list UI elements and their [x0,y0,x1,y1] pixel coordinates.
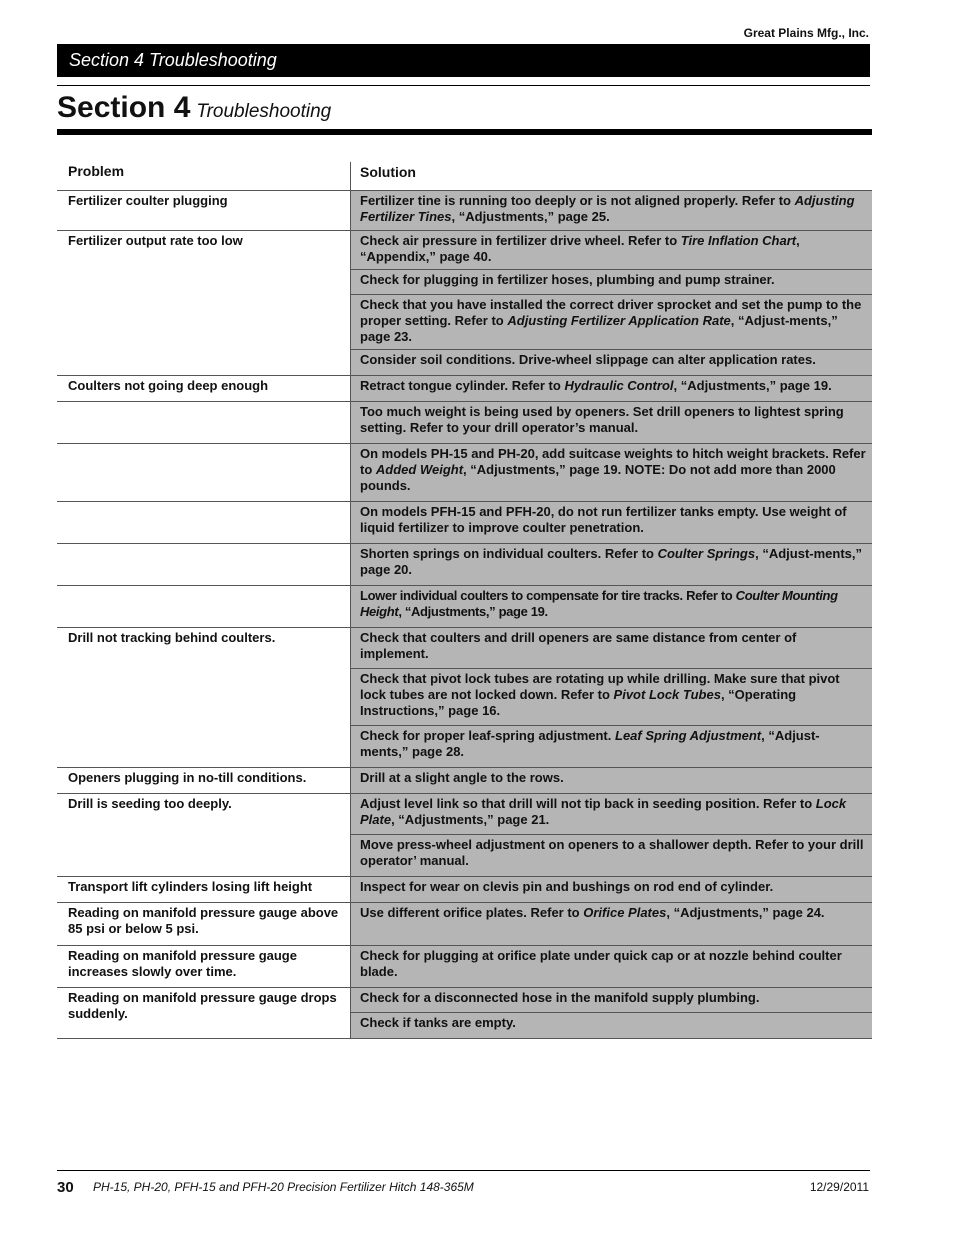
solution-column-header: Solution [360,164,416,180]
solution-text: Inspect for wear on clevis pin and bushings on rod end of cylinder. [360,879,774,894]
solution-text: On models PFH-15 and PFH-20, do not run fertilizer tanks empty. Use weight of liquid fertilizer to improve coulter penetration. [360,504,847,535]
solutions-column [351,231,872,375]
page-title [57,91,331,125]
solution-reference: Coulter Springs [657,546,756,561]
solution-text: Check for plugging in fertilizer hoses, plumbing and pump strainer. [360,272,775,287]
table-row [57,544,872,586]
solutions-column [351,502,872,543]
problem-cell: Fertilizer output rate too low [57,231,351,375]
solution-text-tail: , “Adjustments,” page 19. [398,604,548,619]
problem-cell: Drill not tracking behind coulters. [57,628,351,767]
page-number: 30 [57,1179,74,1196]
solution-cell [351,350,872,375]
table-header-row [57,162,872,191]
solution-text-tail: , “Adjustments,” page 25. [451,209,610,224]
footer-divider [57,1170,870,1171]
solutions-column [351,444,872,501]
table-row [57,628,872,768]
solution-text: Check for proper leaf-spring adjustment. [360,728,615,743]
header-divider [57,85,870,86]
solution-text: Check for plugging at orifice plate under quick cap or at nozzle behind coulter blade. [360,948,842,979]
table-row [57,586,872,628]
solution-text: Check that coulters and drill openers are same distance from center of implement. [360,630,797,661]
solutions-column [351,877,872,902]
solution-cell [351,270,872,295]
solution-text: Check that you have installed the correct driver sprocket and set the pump to the proper setting. Refer to [360,297,862,328]
solution-text: Consider soil conditions. Drive-wheel slippage can alter application rates. [360,352,816,367]
solution-reference: Coulter Mounting Height [360,588,838,619]
table-row [57,191,872,231]
solution-cell [351,295,872,350]
solutions-column [351,903,872,945]
solution-text: Drill at a slight angle to the rows. [360,770,564,785]
solution-text: Shorten springs on individual coulters. Refer to [360,546,658,561]
solution-cell [351,903,872,945]
document-title: PH-15, PH-20, PFH-15 and PFH-20 Precision Fertilizer Hitch 148-365M [93,1180,474,1194]
solution-text-tail: , “Adjustments,” page 19. [673,378,832,393]
solution-text-tail: , “Adjust-ments,” page 20. [360,546,863,577]
solution-text-tail: , “Adjustments,” page 24. [666,905,825,920]
solution-text: On models PH-15 and PH-20, add suitcase weights to hitch weight brackets. Refer to [360,446,866,477]
solution-cell [351,877,872,902]
solution-text: Check if tanks are empty. [360,1015,516,1030]
solution-cell [351,544,872,585]
solution-reference: Adjusting Fertilizer Application Rate [507,313,731,328]
solution-text: Move press-wheel adjustment on openers to a shallower depth. Refer to your drill operator’ manual. [360,837,864,868]
solution-reference: Adjusting Fertilizer Tines [360,193,855,224]
table-row [57,988,872,1039]
solution-text: Use different orifice plates. Refer to [360,905,584,920]
solutions-column [351,768,872,793]
document-date: 12/29/2011 [809,1180,869,1194]
solution-text-tail: , “Adjustments,” page 21. [391,812,550,827]
solution-text: Check air pressure in fertilizer drive wheel. Refer to [360,233,681,248]
section-number: Section 4 [57,91,191,124]
solution-cell [351,669,872,726]
solutions-column [351,544,872,585]
problem-cell [57,402,351,443]
problem-cell [57,544,351,585]
solution-reference: Leaf Spring Adjustment [615,728,762,743]
table-row [57,444,872,502]
solution-cell [351,231,872,270]
title-rule [57,129,872,135]
solution-cell [351,988,872,1013]
problem-cell: Fertilizer coulter plugging [57,191,351,230]
table-row [57,376,872,402]
table-row [57,402,872,444]
table-row [57,231,872,376]
problem-cell [57,444,351,501]
solution-text: Check that pivot lock tubes are rotating up while drilling. Make sure that pivot lock tubes are not locked down. Refer to [360,671,840,702]
solution-cell [351,628,872,669]
solutions-column [351,794,872,876]
solution-cell [351,946,872,987]
solution-text: Too much weight is being used by openers. Set drill openers to lightest spring setting. Refer to your drill operator’s manual. [360,404,844,435]
solution-text: Lower individual coulters to compensate for tire tracks. Refer to [360,588,736,603]
solutions-column [351,191,872,230]
solution-cell [351,502,872,543]
solution-text-tail: , “Adjust-ments,” page 28. [360,728,820,759]
solutions-column [351,586,872,627]
problem-column-header: Problem [57,162,351,190]
solution-cell [351,726,872,767]
solutions-column [351,402,872,443]
solution-reference: Orifice Plates [583,905,667,920]
solution-cell [351,444,872,501]
table-row [57,794,872,877]
problem-cell [57,586,351,627]
problem-cell: Drill is seeding too deeply. [57,794,351,876]
solution-text: Retract tongue cylinder. Refer to [360,378,565,393]
solutions-column [351,946,872,987]
solution-cell [351,794,872,835]
company-name: Great Plains Mfg., Inc. [743,26,869,40]
solution-cell [351,376,872,401]
troubleshooting-table [57,162,872,1039]
solution-text: Check for a disconnected hose in the manifold supply plumbing. [360,990,760,1005]
solution-reference: Tire Inflation Chart [680,233,797,248]
solution-text: Fertilizer tine is running too deeply or is not aligned properly. Refer to [360,193,795,208]
solution-cell [351,768,872,793]
solution-cell [351,1013,872,1038]
solution-cell [351,835,872,876]
table-row [57,877,872,903]
problem-cell: Reading on manifold pressure gauge above 85 psi or below 5 psi. [57,903,351,945]
solutions-column [351,628,872,767]
table-row [57,502,872,544]
solution-cell [351,586,872,627]
solution-text-tail: , “Adjustments,” page 19. NOTE: Do not add more than 2000 pounds. [360,462,836,493]
problem-cell: Transport lift cylinders losing lift height [57,877,351,902]
solution-cell [351,191,872,230]
solution-reference: Lock Plate [360,796,847,827]
table-row [57,946,872,988]
solution-text-tail: , “Adjust-ments,” page 23. [360,313,838,344]
solution-text-tail: , “Appendix,” page 40. [360,233,800,264]
problem-cell: Reading on manifold pressure gauge drops suddenly. [57,988,351,1038]
solution-text: Adjust level link so that drill will not tip back in seeding position. Refer to [360,796,816,811]
section-banner: Section 4 Troubleshooting [57,44,870,77]
solution-reference: Pivot Lock Tubes [613,687,721,702]
table-row [57,903,872,946]
solutions-column [351,376,872,401]
problem-cell [57,502,351,543]
section-name: Troubleshooting [196,101,332,122]
solutions-column [351,988,872,1038]
problem-cell: Reading on manifold pressure gauge increases slowly over time. [57,946,351,987]
solution-text-tail: , “Operating Instructions,” page 16. [360,687,797,718]
solution-reference: Hydraulic Control [564,378,674,393]
problem-cell: Openers plugging in no-till conditions. [57,768,351,793]
table-row [57,768,872,794]
solution-cell [351,402,872,443]
solution-reference: Added Weight [375,462,464,477]
problem-cell: Coulters not going deep enough [57,376,351,401]
